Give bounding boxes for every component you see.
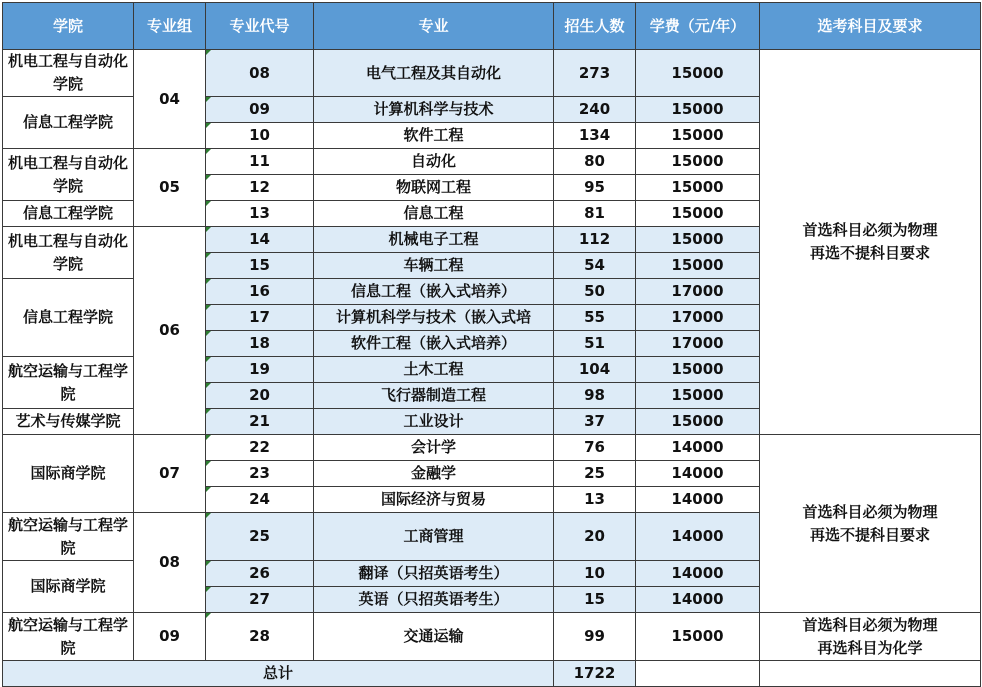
- group-cell: 06: [134, 227, 206, 435]
- table-row: [3, 613, 981, 661]
- college-cell: 航空运输与工程学院: [3, 513, 134, 561]
- total-blank-cell: [760, 661, 981, 687]
- enrollment-cell: 240: [554, 97, 636, 123]
- tuition-cell: 14000: [636, 513, 760, 561]
- requirement-line-1: 首选科目必须为物理: [802, 221, 938, 239]
- header-requirements: 选考科目及要求: [760, 3, 981, 50]
- major-cell: 会计学: [314, 435, 554, 461]
- header-code: 专业代号: [206, 3, 314, 50]
- requirements-cell: [760, 50, 981, 435]
- college-cell: 信息工程学院: [3, 97, 134, 149]
- tuition-cell: 15000: [636, 613, 760, 661]
- header-row: [3, 3, 981, 50]
- tuition-cell: 15000: [636, 175, 760, 201]
- code-cell: 15: [206, 253, 314, 279]
- enrollment-cell: 98: [554, 383, 636, 409]
- tuition-cell: 17000: [636, 331, 760, 357]
- code-cell: 19: [206, 357, 314, 383]
- major-cell: 车辆工程: [314, 253, 554, 279]
- enrollment-cell: 55: [554, 305, 636, 331]
- tuition-cell: 15000: [636, 357, 760, 383]
- group-cell: 09: [134, 613, 206, 661]
- code-cell: 16: [206, 279, 314, 305]
- tuition-cell: 14000: [636, 461, 760, 487]
- enrollment-cell: 54: [554, 253, 636, 279]
- major-cell: 机械电子工程: [314, 227, 554, 253]
- requirement-line-1: 首选科目必须为物理: [802, 502, 938, 521]
- header-major: 专业: [314, 3, 554, 50]
- group-cell: 05: [134, 149, 206, 227]
- tuition-cell: 15000: [636, 201, 760, 227]
- college-cell: 艺术与传媒学院: [3, 409, 134, 435]
- code-cell: 23: [206, 461, 314, 487]
- major-cell: 国际经济与贸易: [314, 487, 554, 513]
- major-cell: 工商管理: [314, 513, 554, 561]
- major-cell: 物联网工程: [314, 175, 554, 201]
- total-enrollment: 1722: [554, 661, 636, 687]
- tuition-cell: 14000: [636, 587, 760, 613]
- college-cell: 航空运输与工程学院: [3, 357, 134, 409]
- college-cell: 机电工程与自动化学院: [3, 227, 134, 279]
- tuition-cell: 14000: [636, 435, 760, 461]
- code-cell: 11: [206, 149, 314, 175]
- enrollment-cell: 99: [554, 613, 636, 661]
- college-cell: 国际商学院: [3, 561, 134, 613]
- code-cell: 12: [206, 175, 314, 201]
- college-cell: 机电工程与自动化学院: [3, 149, 134, 201]
- college-cell: 信息工程学院: [3, 279, 134, 357]
- major-cell: 计算机科学与技术（嵌入式培: [314, 305, 554, 331]
- code-cell: 09: [206, 97, 314, 123]
- major-cell: 软件工程: [314, 123, 554, 149]
- code-cell: 24: [206, 487, 314, 513]
- total-row: [3, 661, 981, 687]
- table-row: [3, 50, 981, 97]
- admissions-table: [2, 2, 981, 687]
- requirements-cell: [760, 613, 981, 661]
- table-row: [3, 435, 981, 461]
- code-cell: 14: [206, 227, 314, 253]
- requirements-cell: [760, 435, 981, 613]
- enrollment-cell: 25: [554, 461, 636, 487]
- code-cell: 26: [206, 561, 314, 587]
- header-tuition: 学费（元/年）: [636, 3, 760, 50]
- total-label: 总计: [3, 661, 554, 687]
- major-cell: 软件工程（嵌入式培养）: [314, 331, 554, 357]
- enrollment-cell: 76: [554, 435, 636, 461]
- code-cell: 10: [206, 123, 314, 149]
- code-cell: 25: [206, 513, 314, 561]
- enrollment-cell: 15: [554, 587, 636, 613]
- enrollment-cell: 95: [554, 175, 636, 201]
- header-group: 专业组: [134, 3, 206, 50]
- major-cell: 计算机科学与技术: [314, 97, 554, 123]
- requirement-line-2: 再选科目为化学: [817, 638, 923, 657]
- enrollment-cell: 81: [554, 201, 636, 227]
- tuition-cell: 17000: [636, 279, 760, 305]
- tuition-cell: 14000: [636, 561, 760, 587]
- major-cell: 自动化: [314, 149, 554, 175]
- college-cell: 信息工程学院: [3, 201, 134, 227]
- enrollment-cell: 51: [554, 331, 636, 357]
- college-cell: 机电工程与自动化学院: [3, 50, 134, 97]
- code-cell: 18: [206, 331, 314, 357]
- tuition-cell: 15000: [636, 149, 760, 175]
- requirement-line-1: 首选科目必须为物理: [802, 615, 938, 634]
- major-cell: 信息工程（嵌入式培养）: [314, 279, 554, 305]
- tuition-cell: 17000: [636, 305, 760, 331]
- group-cell: 08: [134, 513, 206, 613]
- tuition-cell: 15000: [636, 383, 760, 409]
- enrollment-cell: 104: [554, 357, 636, 383]
- college-cell: 航空运输与工程学院: [3, 613, 134, 661]
- major-cell: 土木工程: [314, 357, 554, 383]
- major-cell: 翻译（只招英语考生）: [314, 561, 554, 587]
- code-cell: 08: [206, 50, 314, 97]
- tuition-cell: 15000: [636, 50, 760, 97]
- code-cell: 21: [206, 409, 314, 435]
- total-blank-cell: [636, 661, 760, 687]
- header-college: 学院: [3, 3, 134, 50]
- major-cell: 工业设计: [314, 409, 554, 435]
- code-cell: 27: [206, 587, 314, 613]
- enrollment-cell: 112: [554, 227, 636, 253]
- group-cell: 04: [134, 50, 206, 149]
- enrollment-cell: 50: [554, 279, 636, 305]
- code-cell: 22: [206, 435, 314, 461]
- major-cell: 交通运输: [314, 613, 554, 661]
- enrollment-cell: 80: [554, 149, 636, 175]
- header-enrollment: 招生人数: [554, 3, 636, 50]
- enrollment-cell: 10: [554, 561, 636, 587]
- tuition-cell: 15000: [636, 253, 760, 279]
- enrollment-cell: 37: [554, 409, 636, 435]
- major-cell: 英语（只招英语考生）: [314, 587, 554, 613]
- code-cell: 20: [206, 383, 314, 409]
- tuition-cell: 15000: [636, 123, 760, 149]
- tuition-cell: 14000: [636, 487, 760, 513]
- enrollment-cell: 13: [554, 487, 636, 513]
- group-cell: 07: [134, 435, 206, 513]
- requirement-line-2: 再选不提科目要求: [809, 525, 930, 544]
- requirement-line-2: 再选不提科目要求: [809, 244, 930, 262]
- enrollment-cell: 20: [554, 513, 636, 561]
- code-cell: 13: [206, 201, 314, 227]
- major-cell: 金融学: [314, 461, 554, 487]
- enrollment-cell: 134: [554, 123, 636, 149]
- major-cell: 电气工程及其自动化: [314, 50, 554, 97]
- code-cell: 28: [206, 613, 314, 661]
- college-cell: 国际商学院: [3, 435, 134, 513]
- enrollment-cell: 273: [554, 50, 636, 97]
- major-cell: 飞行器制造工程: [314, 383, 554, 409]
- tuition-cell: 15000: [636, 97, 760, 123]
- tuition-cell: 15000: [636, 227, 760, 253]
- code-cell: 17: [206, 305, 314, 331]
- tuition-cell: 15000: [636, 409, 760, 435]
- major-cell: 信息工程: [314, 201, 554, 227]
